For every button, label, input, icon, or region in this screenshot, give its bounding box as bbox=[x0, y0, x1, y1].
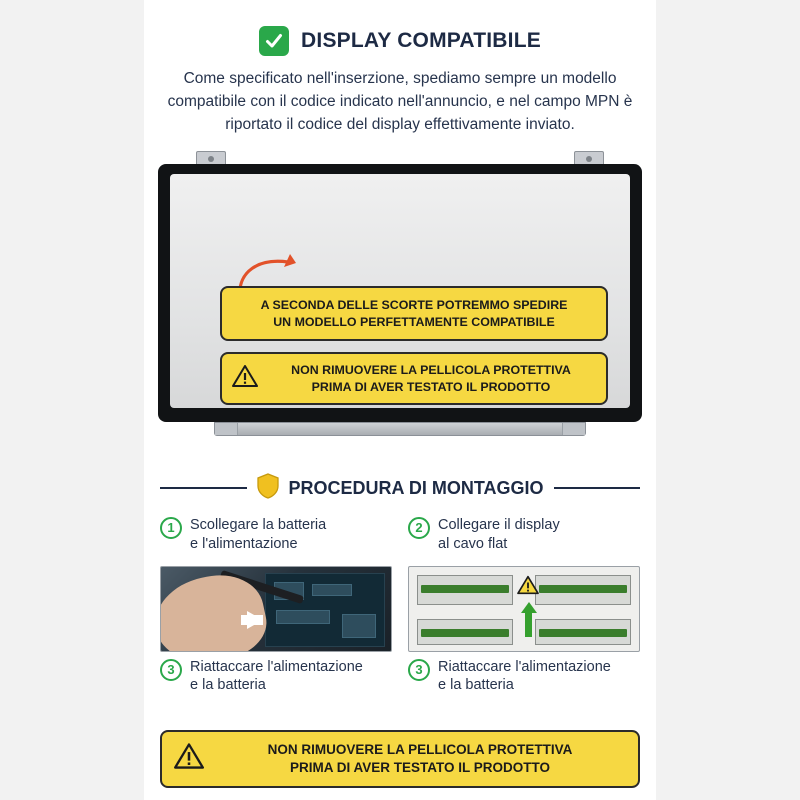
warning-triangle-icon-footer bbox=[174, 742, 204, 775]
step-2-line1: Collegare il display bbox=[438, 516, 560, 533]
step-3-left bbox=[160, 658, 392, 696]
photo-warning-icon bbox=[517, 575, 539, 600]
panel-bezel bbox=[158, 164, 642, 422]
divider-left bbox=[160, 487, 247, 489]
header bbox=[144, 0, 656, 56]
panel-surface bbox=[170, 174, 630, 408]
procedure-steps bbox=[160, 516, 640, 695]
motherboard-sketch bbox=[265, 573, 385, 647]
step-1 bbox=[160, 516, 392, 554]
insert-arrow-stem bbox=[525, 611, 532, 637]
step-2-photo bbox=[408, 566, 640, 652]
shield-icon bbox=[257, 473, 279, 504]
chip-2 bbox=[312, 584, 352, 596]
step-3-right bbox=[408, 658, 640, 696]
left-gray-band bbox=[0, 0, 144, 800]
procedure-header bbox=[160, 473, 640, 504]
chip-4 bbox=[342, 614, 376, 638]
step-3-left-line2: e la batteria bbox=[190, 677, 266, 694]
right-gray-band bbox=[656, 0, 800, 800]
flat-cable-1 bbox=[421, 585, 509, 593]
panel-bracket-left bbox=[196, 151, 226, 165]
step-3-right-text bbox=[438, 658, 611, 696]
note-compatible-line2: UN MODELLO PERFETTAMENTE COMPATIBILE bbox=[273, 314, 555, 329]
note-compatible-line1: A SECONDA DELLE SCORTE POTREMMO SPEDIRE bbox=[260, 297, 568, 312]
step-1-number: 1 bbox=[160, 517, 182, 539]
step-1-text bbox=[190, 516, 326, 554]
header-paragraph: Come specificato nell'inserzione, spediamo sempre un modello compatibile con il codice indicato nell'annuncio, e nel campo MPN è riportato il codice del display effettivamente inviato. bbox=[167, 70, 633, 133]
step-3-right-line2: e la batteria bbox=[438, 677, 514, 694]
insert-arrow-icon bbox=[521, 602, 537, 613]
step-2-line2: al cavo flat bbox=[438, 535, 508, 552]
direction-arrow-icon bbox=[247, 611, 263, 629]
note-film-line2: PRIMA DI AVER TESTATO IL PRODOTTO bbox=[311, 379, 551, 394]
footer-text bbox=[214, 741, 626, 777]
step-3-left-line1: Riattaccare l'alimentazione bbox=[190, 658, 363, 675]
display-panel-illustration bbox=[158, 151, 642, 451]
footer-line2: PRIMA DI AVER TESTATO IL PRODOTTO bbox=[289, 759, 550, 775]
divider-right bbox=[554, 487, 641, 489]
step-3-left-number: 3 bbox=[160, 659, 182, 681]
flat-cable-4 bbox=[539, 629, 627, 637]
flat-cable-3 bbox=[421, 629, 509, 637]
step-2 bbox=[408, 516, 640, 554]
step-3-right-line1: Riattaccare l'alimentazione bbox=[438, 658, 611, 675]
chip-3 bbox=[276, 610, 330, 624]
note-compatible-model bbox=[220, 286, 608, 341]
note-film-line1: NON RIMUOVERE LA PELLICOLA PROTETTIVA bbox=[291, 362, 571, 377]
hand-sketch bbox=[160, 566, 273, 652]
panel-bottom-strip bbox=[214, 422, 586, 436]
step-1-line2: e l'alimentazione bbox=[190, 535, 298, 552]
note-protective-film bbox=[220, 352, 608, 405]
step-3-right-number: 3 bbox=[408, 659, 430, 681]
flat-cable-2 bbox=[539, 585, 627, 593]
warning-triangle-icon bbox=[232, 364, 258, 393]
step-1-line1: Scollegare la batteria bbox=[190, 516, 327, 533]
step-1-photo bbox=[160, 566, 392, 652]
content-column bbox=[144, 0, 656, 800]
step-2-text bbox=[438, 516, 560, 554]
footer-warning-banner bbox=[160, 730, 640, 788]
step-2-number: 2 bbox=[408, 517, 430, 539]
footer-line1: NON RIMUOVERE LA PELLICOLA PROTETTIVA bbox=[267, 741, 573, 757]
page-title: DISPLAY COMPATIBILE bbox=[301, 29, 541, 52]
step-3-left-text bbox=[190, 658, 363, 696]
procedure-title: PROCEDURA DI MONTAGGIO bbox=[288, 477, 544, 498]
check-icon bbox=[259, 26, 289, 56]
panel-bracket-right bbox=[574, 151, 604, 165]
